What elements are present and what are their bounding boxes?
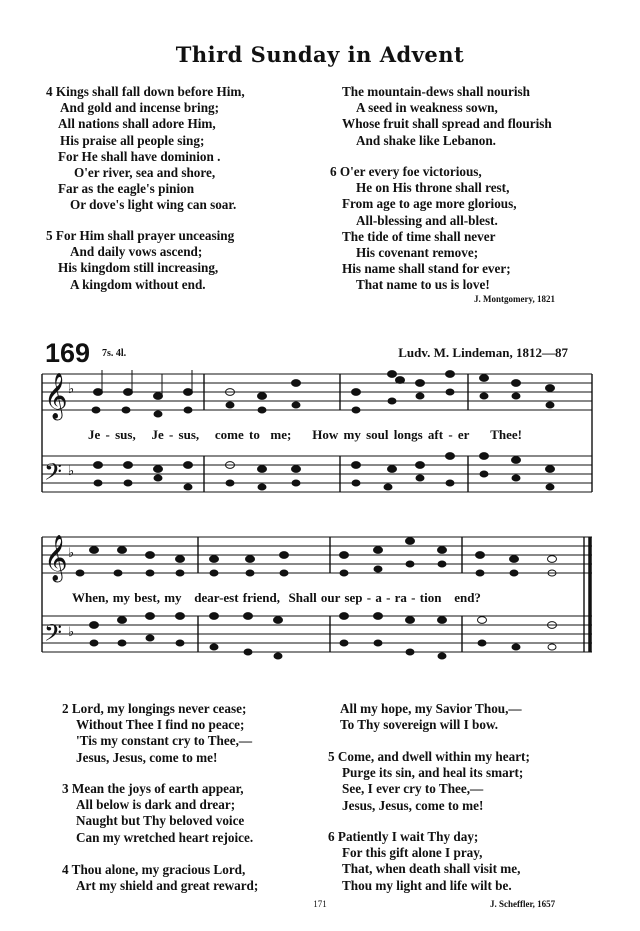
verse-line: All my hope, my Savior Thou,—: [340, 701, 522, 716]
upper-attribution: J. Montgomery, 1821: [474, 294, 555, 304]
verse-line: 3 Mean the joys of earth appear,: [62, 781, 244, 796]
hymn-stanza-5: [328, 749, 530, 814]
lyric-syllable: me;: [270, 427, 292, 442]
hymn-stanza-6: [328, 829, 520, 894]
verse-line: 6 O'er every foe victorious,: [330, 164, 482, 179]
flat-icon: ♭: [68, 625, 75, 640]
lyric-syllable: end?: [454, 590, 481, 605]
lyric-syllable: Je - sus,: [88, 427, 136, 442]
verse-line: His kingdom still increasing,: [58, 260, 219, 276]
lyric-syllable: When, my best, my: [72, 590, 182, 605]
verse-line: His praise all people sing;: [60, 132, 205, 148]
verse-line: 2 Lord, my longings never cease;: [62, 701, 247, 716]
verse-line: 6 Patiently I wait Thy day;: [328, 829, 479, 844]
verse-line: To Thy sovereign will I bow.: [340, 717, 499, 733]
flat-icon: ♭: [68, 464, 75, 479]
verse-line: The tide of time shall never: [342, 228, 496, 244]
verse-line: Or dove's light wing can soar.: [70, 197, 237, 213]
lyric-syllable: Thee!: [490, 427, 523, 442]
bass-clef-icon: 𝄢: [44, 458, 63, 491]
flat-icon: ♭: [68, 382, 75, 397]
lyric-syllable: Je - sus,: [151, 427, 200, 442]
verse-line: That name to us is love!: [356, 277, 490, 293]
verse-line: That, when death shall visit me,: [342, 861, 521, 877]
hymn-composer: Ludv. M. Lindeman, 1812—87: [398, 345, 568, 360]
verse-line: Naught but Thy beloved voice: [76, 813, 245, 829]
verse-line: All below is dark and drear;: [76, 797, 236, 813]
verse-line: Far as the eagle's pinion: [58, 181, 195, 197]
page-title: Third Sunday in Advent: [175, 42, 465, 67]
verse-line: All-blessing and all-blest.: [356, 212, 498, 228]
verse-line: From age to age more glorious,: [342, 196, 517, 212]
lyric-syllable: How my soul longs aft - er: [312, 427, 470, 442]
verse-line: Can my wretched heart rejoice.: [76, 829, 254, 845]
verse-line: 4 Kings shall fall down before Him,: [46, 84, 245, 99]
lyric-syllable: come to: [214, 427, 260, 442]
verse-line: And daily vows ascend;: [70, 244, 203, 260]
verse-line: Jesus, Jesus, come to me!: [76, 749, 218, 765]
hymn-meter: 7s. 4l.: [102, 348, 127, 359]
verse-line: For this gift alone I pray,: [342, 845, 483, 861]
lyric-line-1: [88, 427, 522, 443]
barlines: [42, 374, 592, 652]
verse-line: Thou my light and life wilt be.: [342, 877, 512, 893]
verse-line: Purge its sin, and heal its smart;: [342, 765, 524, 781]
lyric-syllable: Shall our sep - a - ra - tion: [288, 590, 442, 605]
verse-line: Art my shield and great reward;: [76, 878, 259, 894]
page-number: 171: [313, 899, 327, 909]
hymn-attribution: J. Scheffler, 1657: [490, 899, 556, 909]
verse-line: He on His throne shall rest,: [356, 180, 510, 196]
verse-line: His covenant remove;: [356, 245, 479, 261]
verse-line: See, I ever cry to Thee,—: [342, 781, 484, 797]
hymn-stanza-4: [62, 862, 258, 894]
verse-line: And gold and incense bring;: [60, 100, 220, 116]
verse-line: Jesus, Jesus, come to me!: [342, 797, 484, 813]
treble-clef-icon: 𝄞: [44, 535, 68, 581]
treble-clef-icon: 𝄞: [44, 373, 68, 419]
verse-line: O'er river, sea and shore,: [74, 165, 216, 181]
hymn-number: 169: [45, 338, 91, 368]
verse-line: 4 Thou alone, my gracious Lord,: [62, 862, 246, 877]
verse-line: Without Thee I find no peace;: [76, 717, 245, 733]
verse-line: A seed in weakness sown,: [356, 100, 498, 116]
verse-line: 5 Come, and dwell within my heart;: [328, 749, 530, 764]
hymn-stanza-2: [62, 701, 252, 766]
verse-line: His name shall stand for ever;: [342, 261, 511, 277]
verse-line: The mountain-dews shall nourish: [342, 84, 530, 99]
bass-clef-icon: 𝄢: [44, 619, 63, 652]
flat-icon: ♭: [68, 546, 75, 561]
verse-line: A kingdom without end.: [70, 276, 206, 292]
verse-line: All nations shall adore Him,: [58, 116, 216, 132]
lyric-line-2: [72, 590, 481, 606]
verse-line: Whose fruit shall spread and flourish: [342, 116, 552, 132]
verse-line: 5 For Him shall prayer unceasing: [46, 228, 235, 243]
hymn-stanza-3: [62, 781, 253, 846]
clefs: [44, 373, 74, 652]
hymn-stanza-4b: [328, 701, 522, 733]
verse-line: For He shall have dominion .: [58, 148, 221, 164]
lyric-syllable: dear-est friend,: [194, 590, 280, 605]
verse-line: 'Tis my constant cry to Thee,—: [76, 733, 253, 749]
verse-line: And shake like Lebanon.: [356, 132, 496, 148]
